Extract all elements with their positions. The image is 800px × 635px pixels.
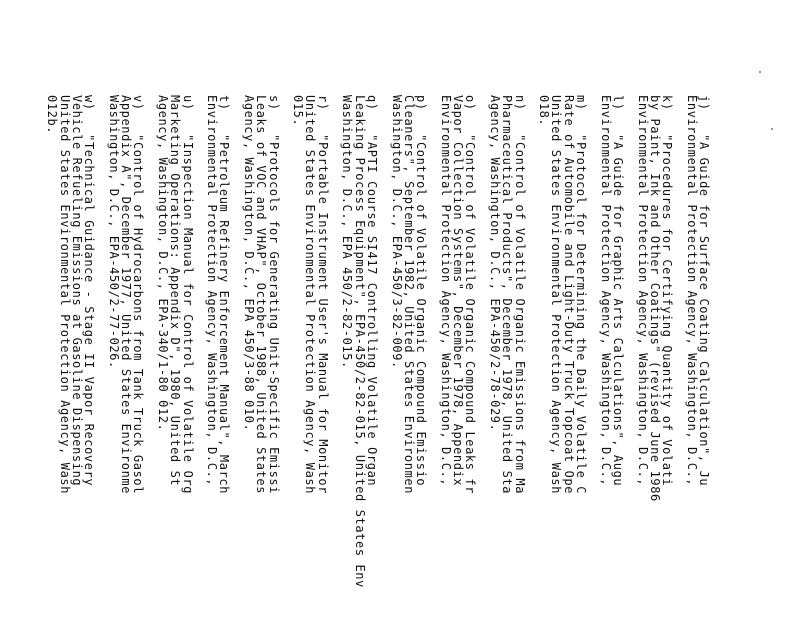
reference-line: 015. bbox=[291, 95, 306, 127]
reference-entry-q bbox=[341, 95, 378, 635]
reference-line: n) "Control of Volatile Organic Emissions from Ma bbox=[512, 95, 527, 495]
reference-line: q) "APTI Course SI417 Controlling Volatile Organ bbox=[364, 95, 379, 487]
reference-line: Environmental Protection Agency, Washington, D.C., bbox=[205, 95, 220, 487]
reference-entry-o bbox=[439, 95, 476, 635]
reference-entry-m bbox=[538, 95, 587, 635]
reference-entry-t bbox=[206, 95, 231, 635]
reference-line: t) "Petroleum Refinery Enforcement Manual", March bbox=[217, 95, 232, 495]
reference-entry-v bbox=[107, 95, 144, 635]
reference-line: Rate of Automobile and Light-Duty Truck Topcoat Ope bbox=[561, 95, 576, 495]
reference-line: Leaking Process Equipment", EPA-450/2-82-015, United States Env bbox=[352, 95, 367, 588]
reference-line: Agency, Washington, D.C., EPA-340/1-80 012. bbox=[155, 95, 170, 432]
reference-line: Environmental Protection Agency, Washington, D.C., bbox=[635, 95, 650, 487]
reference-line: Vapor Collection Systems", December 1978, Appendix bbox=[451, 95, 466, 487]
reference-line: v) "Control of Hydrocarbons from Tank Truck Gasol bbox=[131, 95, 146, 495]
reference-line: Marketing Operations: Appendix D", 1980, United St bbox=[168, 95, 183, 487]
reference-line: United States Environmental Protection Agency, Wash bbox=[57, 95, 72, 495]
reference-entry-j bbox=[685, 95, 710, 635]
reference-line: Agency, Washington, D.C., EPA 450/3-88 010. bbox=[242, 95, 257, 432]
reference-line: United States Environmental Protection Agency, Wash bbox=[303, 95, 318, 495]
reference-line: Cleaners", September 1982, United States Environmen bbox=[401, 95, 416, 495]
reference-line: Washington, D.C., EPA 450/2-82-015. bbox=[340, 95, 355, 369]
reference-line: Pharmaceutical Products", December 1978, United Sta bbox=[500, 95, 515, 495]
reference-line: Vehicle Refueling Emissions at Gasoline Dispensing bbox=[69, 95, 84, 487]
reference-line: p) "Control of Volatile Organic Compound Emissio bbox=[414, 95, 429, 487]
reference-line: k) "Procedures for Certifying Quantity of Volati bbox=[660, 95, 675, 487]
reference-line: Environmental Protection Agency, Washington, D.C., bbox=[438, 95, 453, 487]
reference-line: Washington, D.C., EPA-450/3-82-009. bbox=[389, 95, 404, 369]
reference-entry-s bbox=[243, 95, 280, 635]
reference-line: o) "Control of Volatile Organic Compound Leaks fr bbox=[463, 95, 478, 495]
reference-line: l) "A Guide for Graphic Arts Calculations", Augu bbox=[610, 95, 625, 487]
reference-line: w) "Technical Guidance - Stage II Vapor Recovery bbox=[82, 95, 97, 487]
reference-entry-p bbox=[390, 95, 427, 635]
reference-line: 018. bbox=[537, 95, 552, 127]
reference-entry-n bbox=[489, 95, 526, 635]
reference-line: United States Environmental Protection Agency, Wash bbox=[549, 95, 564, 495]
reference-entry-l bbox=[599, 95, 624, 635]
reference-line: by Paint, Ink and Other Coatings" (revised June 1986 bbox=[647, 95, 662, 502]
reference-line: j) "A Guide for Surface Coating Calculation", Ju bbox=[697, 95, 711, 487]
reference-line: Environmental Protection Agency, Washington, D.C., bbox=[598, 95, 613, 487]
reference-line: m) "Protocol for Determining the Daily Volatile C bbox=[574, 95, 589, 495]
reference-line: u) "Inspection Manual for Control of Volatile Org bbox=[180, 95, 195, 495]
reference-line: Appendix A", December 1977, United States Environme bbox=[119, 95, 134, 495]
reference-line: s) "Protocols for Generating Unit-Specific Emissi bbox=[266, 95, 281, 495]
reference-list bbox=[34, 95, 710, 635]
reference-entry-k bbox=[636, 95, 673, 635]
reference-entry-u bbox=[157, 95, 194, 635]
reference-line: Agency, Washington, D.C., EPA-450/2-78-029. bbox=[487, 95, 502, 432]
reference-line: Leaks of VOC and VHAP", October 1988, United States bbox=[254, 95, 269, 495]
scan-speck bbox=[771, 128, 773, 130]
reference-entry-r bbox=[292, 95, 329, 635]
reference-line: Environmental Protection Agency, Washington, D.C., bbox=[684, 95, 699, 487]
reference-line: Washington, D.C., EPA-450/2-77-026. bbox=[106, 95, 121, 369]
reference-line: r) "Portable Instrument User's Manual for Monitor bbox=[315, 95, 330, 495]
reference-line: 012b. bbox=[45, 95, 60, 135]
reference-entry-w bbox=[46, 95, 95, 635]
scan-speck bbox=[759, 71, 761, 73]
